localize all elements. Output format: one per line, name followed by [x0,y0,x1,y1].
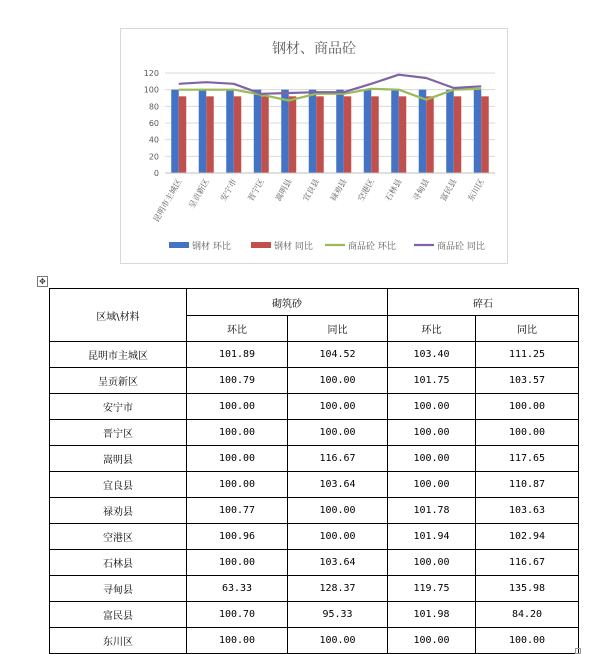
value-cell: 100.00 [288,524,388,550]
legend-label: 钢材 同比 [274,242,313,252]
subheader-mom: 环比 [187,316,288,342]
region-cell: 晋宁区 [50,420,187,446]
value-cell: 103.64 [288,472,388,498]
value-cell: 100.00 [187,550,288,576]
value-cell: 100.00 [388,394,476,420]
table-row [50,446,579,472]
value-cell: 100.00 [388,472,476,498]
value-cell: 100.00 [388,420,476,446]
bar [364,90,372,173]
value-cell: 101.89 [187,342,288,368]
corner-header: 区域\材料 [50,289,187,342]
bar [289,96,297,173]
value-cell: 100.70 [187,602,288,628]
bar [199,90,207,173]
bar [399,96,407,173]
value-cell: 100.00 [288,628,388,654]
bar [391,90,399,173]
table-row [50,394,579,420]
value-cell: 117.65 [476,446,579,472]
value-cell: 63.33 [187,576,288,602]
table-row [50,498,579,524]
value-cell: 100.00 [388,550,476,576]
bar [234,96,242,173]
value-cell: 103.63 [476,498,579,524]
subheader-yoy: 同比 [476,316,579,342]
value-cell: 100.00 [476,628,579,654]
bar [426,96,434,173]
y-tick-label: 60 [148,119,159,128]
value-cell: 100.00 [388,446,476,472]
region-cell: 寻甸县 [50,576,187,602]
value-cell: 110.87 [476,472,579,498]
subheader-yoy: 同比 [288,316,388,342]
table-row [50,550,579,576]
y-tick-label: 120 [143,69,159,78]
value-cell: 104.52 [288,342,388,368]
table-row [50,472,579,498]
value-cell: 100.00 [288,498,388,524]
bar [474,90,482,173]
series-line [179,75,482,94]
bar [179,96,187,173]
y-tick-label: 80 [148,102,159,112]
x-tick-label: 嵩明县 [273,177,294,203]
region-cell: 富民县 [50,602,187,628]
table-row [50,576,579,602]
table-row [50,368,579,394]
bar [481,96,489,173]
table-row [50,628,579,654]
value-cell: 116.67 [288,446,388,472]
bar [344,96,352,173]
table-row [50,524,579,550]
subheader-mom: 环比 [388,316,476,342]
x-tick-label: 石林县 [383,177,404,203]
x-tick-label: 昆明市主城区 [151,177,184,224]
table-resize-handle[interactable] [575,648,581,654]
value-cell: 102.94 [476,524,579,550]
table-row [50,342,579,368]
bar [316,96,324,173]
value-cell: 111.25 [476,342,579,368]
value-cell: 95.33 [288,602,388,628]
value-cell: 135.98 [476,576,579,602]
bar [261,96,269,173]
region-cell: 禄劝县 [50,498,187,524]
value-cell: 101.78 [388,498,476,524]
region-cell: 宜良县 [50,472,187,498]
legend-label: 钢材 环比 [192,242,231,252]
bar [206,96,214,173]
value-cell: 101.75 [388,368,476,394]
bar [226,90,234,173]
value-cell: 100.00 [187,420,288,446]
x-tick-label: 宜良县 [301,177,321,203]
value-cell: 103.40 [388,342,476,368]
legend-label: 商品砼 环比 [348,242,396,252]
value-cell: 128.37 [288,576,388,602]
table-header-row [50,289,579,316]
value-cell: 100.96 [187,524,288,550]
x-tick-label: 寻甸县 [411,177,431,203]
region-cell: 嵩明县 [50,446,187,472]
bar [446,90,454,173]
value-cell: 100.77 [187,498,288,524]
value-cell: 100.00 [288,394,388,420]
bar [281,90,289,173]
bar [254,90,262,173]
series-line [179,89,482,101]
legend-label: 商品砼 同比 [437,242,485,252]
y-tick-label: 100 [143,85,159,95]
value-cell: 103.64 [288,550,388,576]
value-cell: 119.75 [388,576,476,602]
x-tick-label: 空港区 [356,177,376,203]
value-cell: 100.00 [187,472,288,498]
table-row [50,602,579,628]
bar [419,90,427,173]
x-tick-label: 安宁市 [218,177,239,203]
value-cell: 101.94 [388,524,476,550]
x-tick-label: 富民县 [438,177,459,203]
value-cell: 84.20 [476,602,579,628]
chart-title: 钢材、商品砼 [272,41,356,57]
price-index-table [49,288,579,654]
value-cell: 100.00 [187,628,288,654]
value-cell: 100.00 [388,628,476,654]
group-header-gravel: 碎石 [388,289,579,316]
table-row [50,420,579,446]
value-cell: 100.00 [288,420,388,446]
chart-container[interactable] [120,28,508,264]
value-cell: 100.79 [187,368,288,394]
y-tick-label: 20 [148,152,159,162]
region-cell: 空港区 [50,524,187,550]
region-cell: 石林县 [50,550,187,576]
move-arrows-icon[interactable]: ✥ [37,276,48,287]
region-cell: 呈贡新区 [50,368,187,394]
region-cell: 昆明市主城区 [50,342,187,368]
value-cell: 103.57 [476,368,579,394]
bar [336,90,344,173]
y-tick-label: 0 [153,169,159,178]
value-cell: 100.00 [476,394,579,420]
x-tick-label: 禄劝县 [328,177,349,203]
group-header-masonry-sand: 砌筑砂 [187,289,388,316]
value-cell: 100.00 [187,446,288,472]
bar [371,96,379,173]
x-tick-label: 东川区 [466,177,486,203]
bar [309,90,317,173]
value-cell: 101.98 [388,602,476,628]
value-cell: 100.00 [476,420,579,446]
value-cell: 116.67 [476,550,579,576]
y-tick-label: 40 [148,135,159,145]
legend-swatch [251,242,271,248]
bar [171,90,179,173]
chart [121,29,507,263]
legend-swatch [169,242,189,248]
x-tick-label: 呈贡新区 [187,177,211,210]
x-tick-label: 晋宁区 [246,177,266,203]
value-cell: 100.00 [187,394,288,420]
value-cell: 100.00 [288,368,388,394]
region-cell: 安宁市 [50,394,187,420]
region-cell: 东川区 [50,628,187,654]
bar [454,96,462,173]
